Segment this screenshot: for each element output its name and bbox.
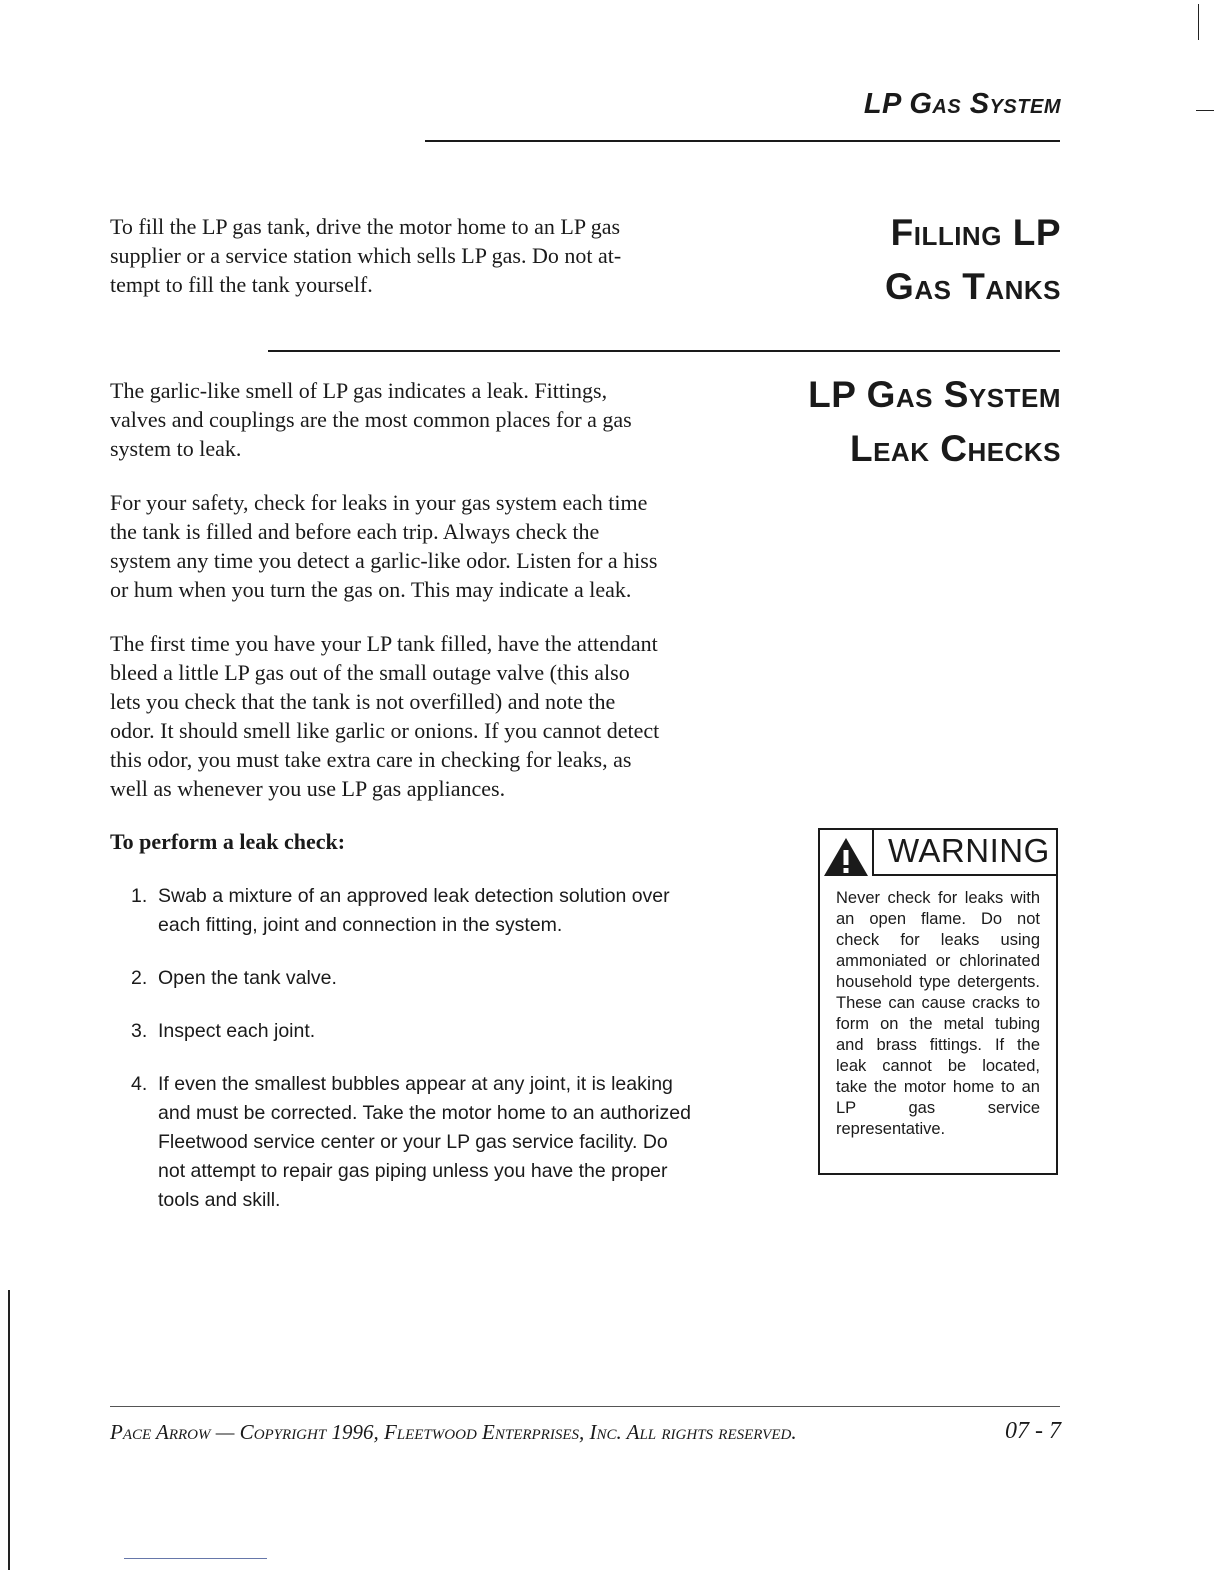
paragraph-line: The garlic-like smell of LP gas indicates a leak. Fittings,	[110, 378, 608, 403]
first-fill-paragraph	[110, 629, 760, 803]
section-divider-rule	[268, 350, 1060, 352]
paragraph-line: valves and couplings are the most common places for a gas	[110, 407, 632, 432]
procedure-step	[131, 882, 771, 940]
filling-heading	[885, 206, 1061, 314]
procedure-heading: To perform a leak check:	[110, 829, 346, 854]
step-line: Swab a mixture of an approved leak detection solution over	[158, 885, 670, 907]
procedure-step	[131, 964, 771, 993]
step-line: not attempt to repair gas piping unless you have the proper	[158, 1160, 668, 1182]
step-line: Inspect each joint.	[158, 1020, 316, 1042]
paragraph-line: bleed a little LP gas out of the small outage valve (this also	[110, 660, 630, 685]
leak-checks-heading	[808, 368, 1061, 476]
leak-checks-heading-line: LP Gas System	[808, 374, 1061, 415]
step-number: 1.	[131, 885, 148, 907]
procedure-step	[131, 1070, 771, 1215]
filling-heading-line: Gas Tanks	[885, 266, 1061, 307]
scan-edge-line	[8, 1290, 10, 1570]
warning-header	[872, 830, 1056, 876]
warning-label: WARNING	[888, 832, 1050, 869]
paragraph-line: The first time you have your LP tank filled, have the attendant	[110, 631, 658, 656]
filling-line: tempt to fill the tank yourself.	[110, 272, 373, 297]
paragraph-line: the tank is filled and before each trip. Always check the	[110, 519, 600, 544]
step-line: each fitting, joint and connection in the system.	[158, 914, 563, 936]
header-rule	[425, 140, 1060, 142]
step-number: 2.	[131, 967, 148, 989]
page-number: 07 - 7	[1005, 1418, 1061, 1444]
safety-paragraph	[110, 488, 760, 604]
footer-rule	[110, 1406, 1060, 1407]
footer-copyright: Pace Arrow — Copyright 1996, Fleetwood Enterprises, Inc. All rights reserved.	[110, 1420, 797, 1444]
step-line: tools and skill.	[158, 1189, 281, 1211]
step-number: 4.	[131, 1073, 148, 1095]
paragraph-line: For your safety, check for leaks in your gas system each time	[110, 490, 648, 515]
paragraph-line: well as whenever you use LP gas appliances.	[110, 776, 506, 801]
step-line: and must be corrected. Take the motor home to an authorized	[158, 1102, 691, 1124]
step-number: 3.	[131, 1020, 148, 1042]
step-line: Open the tank valve.	[158, 967, 337, 989]
warning-text: Never check for leaks with an open flame. Do not check for leaks using ammoniated or chlorinated household type detergents. These can cause cracks to form on the metal tubing and brass fittings. If the leak cannot be located, take the motor home to an LP gas service representative.	[836, 889, 1040, 1138]
warning-triangle-icon	[820, 834, 872, 878]
filling-paragraph	[110, 212, 750, 299]
paragraph-line: odor. It should smell like garlic or onions. If you cannot detect	[110, 718, 660, 743]
paragraph-line: or hum when you turn the gas on. This may indicate a leak.	[110, 577, 632, 602]
paragraph-line: system any time you detect a garlic-like odor. Listen for a hiss	[110, 548, 658, 573]
scan-corner-mark	[1198, 4, 1199, 40]
filling-line: To fill the LP gas tank, drive the motor home to an LP gas	[110, 214, 621, 239]
warning-box	[818, 828, 1058, 1175]
procedure-step	[131, 1017, 771, 1046]
filling-heading-line: Filling LP	[890, 212, 1061, 253]
scan-margin-mark	[1196, 110, 1214, 111]
step-line: If even the smallest bubbles appear at any joint, it is leaking	[158, 1073, 673, 1095]
paragraph-line: system to leak.	[110, 436, 242, 461]
filling-line: supplier or a service station which sells LP gas. Do not at-	[110, 243, 622, 268]
paragraph-line: lets you check that the tank is not overfilled) and note the	[110, 689, 616, 714]
leak-intro-paragraph	[110, 376, 760, 463]
procedure-steps	[131, 882, 771, 1239]
step-line: Fleetwood service center or your LP gas service facility. Do	[158, 1131, 668, 1153]
paragraph-line: this odor, you must take extra care in checking for leaks, as	[110, 747, 632, 772]
chapter-title: LP Gas System	[863, 88, 1061, 120]
leak-checks-heading-line: Leak Checks	[849, 428, 1061, 469]
scan-bottom-line	[124, 1558, 267, 1559]
